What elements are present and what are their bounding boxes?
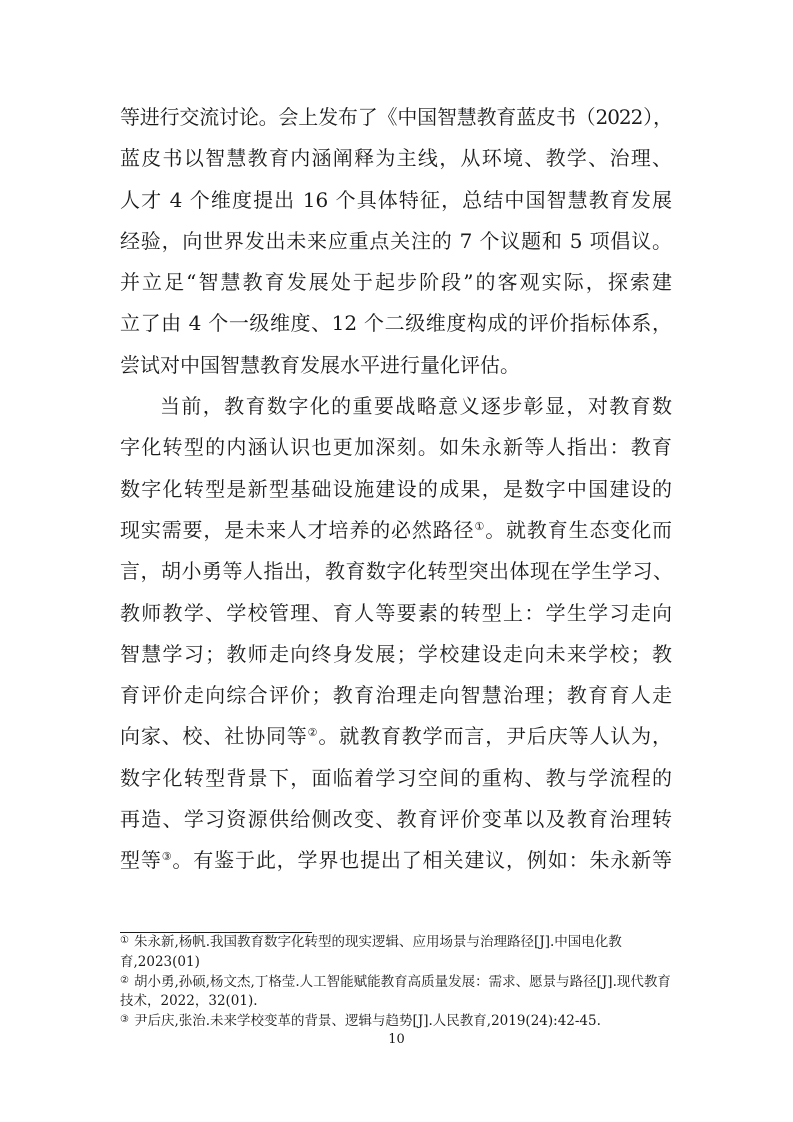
footnote-text: 胡小勇,孙硕,杨文杰,丁格莹.人工智能赋能教育高质量发展：需求、愿景与路径[J].现代教育技术，2022，32(01). xyxy=(120,973,671,1010)
body-line-text: 。就教育教学而言，尹后庆等人认为， xyxy=(318,724,673,749)
footnote-ref-2: ② xyxy=(307,726,319,740)
body-line: 等进行交流讨论。会上发布了《中国智慧教育蓝皮书（2022）， xyxy=(120,105,672,129)
body-text xyxy=(120,97,672,882)
body-line xyxy=(120,510,672,551)
body-line-text: 现实需要，是未来人才培养的必然路径 xyxy=(120,517,475,542)
footnotes xyxy=(120,933,672,1032)
body-line: 蓝皮书以智慧教育内涵阐释为主线，从环境、教学、治理、 xyxy=(120,146,672,171)
body-line: 再造、学习资源供给侧改变、教育评价变革以及教育治理转 xyxy=(120,807,672,832)
body-line-text: 型等 xyxy=(120,848,162,873)
body-line-text: 。就教育生态变化而 xyxy=(485,517,672,542)
footnote-2 xyxy=(120,973,672,1013)
body-line xyxy=(120,716,672,757)
body-line: 尝试对中国智慧教育发展水平进行量化评估。 xyxy=(120,352,520,377)
footnote-ref-1: ① xyxy=(474,519,486,533)
body-line: 人才 4 个维度提出 16 个具体特征，总结中国智慧教育发展 xyxy=(120,187,672,212)
body-line: 数字化转型是新型基础设施建设的成果，是数字中国建设的 xyxy=(120,476,672,501)
page-number: 10 xyxy=(388,1032,405,1047)
paragraph-1 xyxy=(120,97,672,386)
footnote-mark: ① xyxy=(120,935,129,946)
paragraph-2 xyxy=(120,386,672,882)
body-line-text: 向家、校、社协同等 xyxy=(120,724,308,749)
body-line: 育评价走向综合评价；教育治理走向智慧治理；教育育人走 xyxy=(120,683,672,708)
body-line: 数字化转型背景下，面临着学习空间的重构、教与学流程的 xyxy=(120,765,672,790)
footnote-text: 尹后庆,张治.未来学校变革的背景、逻辑与趋势[J].人民教育,2019(24):42-45. xyxy=(133,1013,601,1030)
body-line: 字化转型的内涵认识也更加深刻。如朱永新等人指出：教育 xyxy=(120,435,672,460)
footnote-text: 朱永新,杨帆.我国教育数字化转型的现实逻辑、应用场景与治理路径[J].中国电化教育,2023(01) xyxy=(120,934,622,970)
body-line: 并立足“智慧教育发展处于起步阶段”的客观实际，探索建 xyxy=(120,270,672,295)
body-line: 智慧学习；教师走向终身发展；学校建设走向未来学校；教 xyxy=(120,641,672,666)
footnote-mark: ③ xyxy=(120,1014,129,1026)
footnote-1 xyxy=(120,933,672,973)
footnote-3 xyxy=(120,1012,672,1032)
body-line-text: 。有鉴于此，学界也提出了相关建议，例如：朱永新等 xyxy=(172,848,672,873)
footnote-ref-3: ③ xyxy=(161,850,173,864)
body-line: 言，胡小勇等人指出，教育数字化转型突出体现在学生学习、 xyxy=(120,559,672,584)
body-line: 经验，向世界发出未来应重点关注的 7 个议题和 5 项倡议。 xyxy=(120,228,672,253)
body-line: 教师教学、学校管理、育人等要素的转型上：学生学习走向 xyxy=(120,600,672,625)
body-line: 当前，教育数字化的重要战略意义逐步彰显，对教育数 xyxy=(160,394,672,419)
footnote-mark: ② xyxy=(120,974,129,986)
body-line xyxy=(120,840,672,881)
body-line: 立了由 4 个一级维度、12 个二级维度构成的评价指标体系， xyxy=(120,311,672,336)
